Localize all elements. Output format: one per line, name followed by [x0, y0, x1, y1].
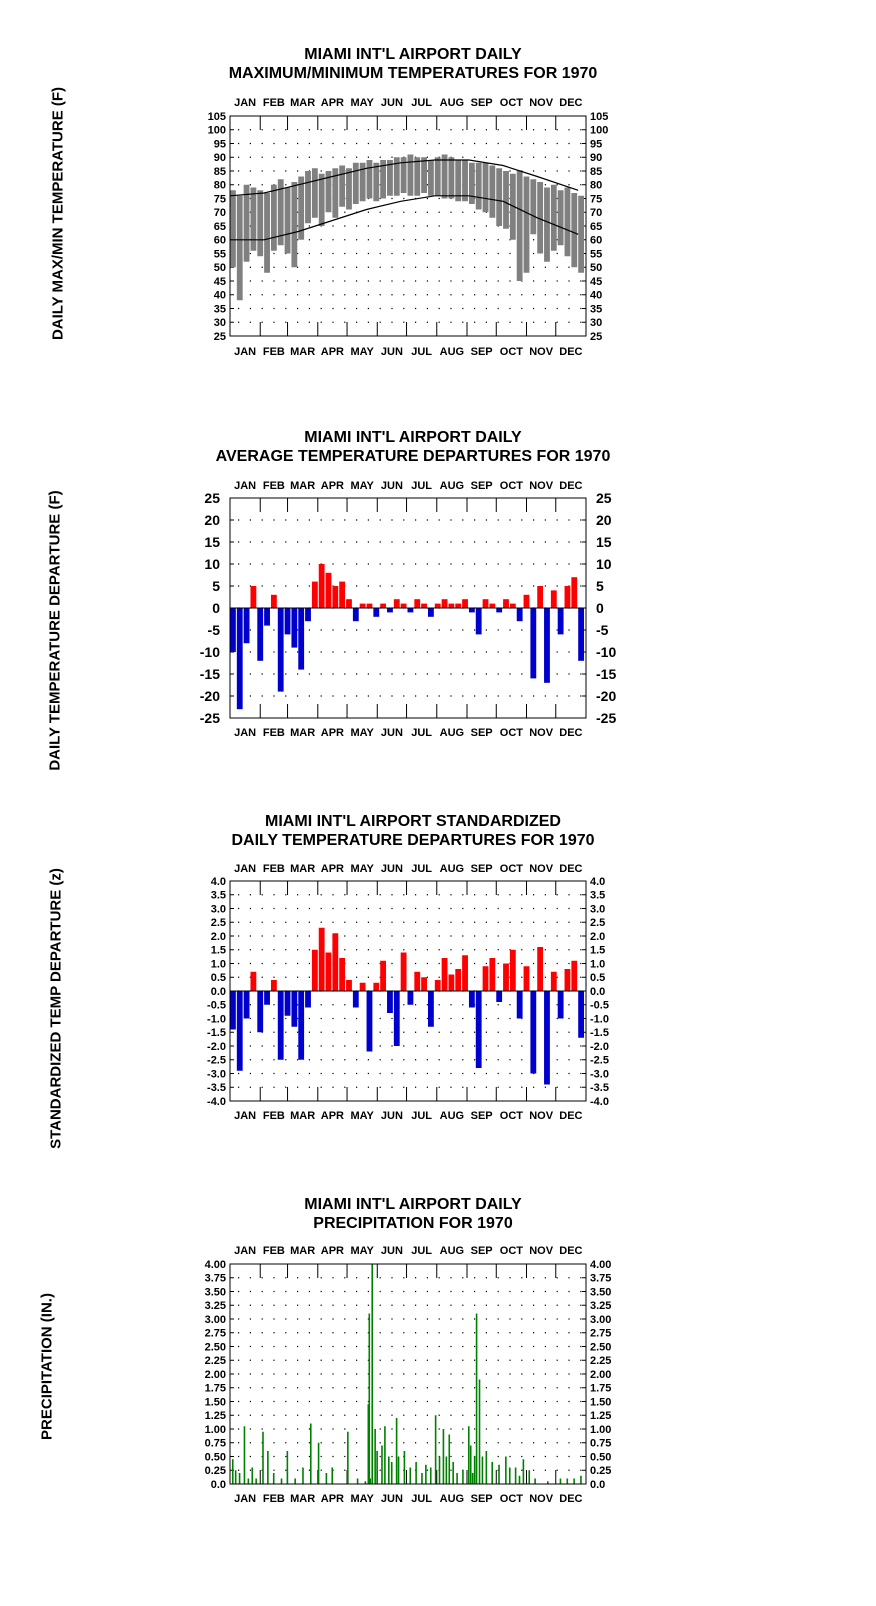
y-tick-label-left: -1.0 [207, 1013, 226, 1026]
y-tick-label-left: 0 [212, 600, 220, 617]
month-label-bottom: MAR [290, 727, 316, 739]
y-tick-label-left: 2.5 [210, 917, 226, 930]
y-axis-label: STANDARDIZED TEMP DEPARTURE (z) [47, 868, 65, 1149]
precip-bar [376, 1451, 378, 1484]
y-tick-label-left: 95 [213, 138, 226, 151]
precip-bar [396, 1418, 398, 1484]
month-label-bottom: AUG [439, 346, 465, 358]
precip-bar [281, 1479, 283, 1485]
month-label-top: JAN [234, 97, 257, 109]
month-label-top: JAN [234, 480, 257, 492]
month-label-bottom: MAY [350, 1110, 374, 1122]
month-label-top: OCT [499, 97, 524, 109]
y-tick-label-right: 100 [590, 124, 609, 137]
month-label-top: MAR [290, 97, 316, 109]
y-tick-label-left: 1.00 [204, 1423, 226, 1436]
y-tick-label-left: 2.0 [210, 930, 226, 943]
y-tick-label-right: 45 [590, 275, 603, 288]
month-label-top: SEP [470, 1245, 493, 1257]
y-tick-label-left: 3.75 [204, 1272, 226, 1285]
precip-bar [357, 1479, 359, 1485]
precip-bar [331, 1468, 333, 1485]
y-tick-label-left: 15 [204, 534, 220, 551]
month-label-bottom: MAR [290, 1110, 316, 1122]
y-tick-label-right: 80 [590, 179, 603, 192]
y-tick-label-right: 1.0 [590, 958, 606, 971]
y-tick-label-left: -4.0 [207, 1095, 226, 1108]
y-tick-label-right: 75 [590, 193, 603, 206]
y-tick-label-left: 3.5 [210, 889, 226, 902]
month-label-top: JUL [411, 480, 433, 492]
y-tick-label-right: 3.00 [590, 1313, 612, 1326]
y-tick-label-left: 90 [213, 152, 226, 165]
y-tick-label-right: -2.5 [590, 1054, 609, 1067]
month-label-bottom: NOV [529, 1110, 554, 1122]
precip-bar [384, 1426, 386, 1484]
y-tick-label-right: -5 [596, 622, 609, 639]
precip-bar [421, 1473, 423, 1484]
y-axis-label: PRECIPITATION (IN.) [38, 1293, 56, 1440]
month-label-top: JUL [411, 863, 433, 875]
y-tick-label-left: 25 [213, 330, 226, 343]
month-label-top: APR [320, 863, 345, 875]
precip-bar [415, 1462, 417, 1484]
precip-bar [566, 1479, 568, 1485]
month-label-top: MAY [350, 97, 374, 109]
y-tick-label-right: 1.5 [590, 944, 606, 957]
month-label-bottom: JUN [380, 346, 403, 358]
y-tick-label-right: 65 [590, 220, 603, 233]
y-tick-label-left: 3.50 [204, 1286, 226, 1299]
precip-bar [404, 1451, 406, 1484]
month-label-top: SEP [470, 97, 493, 109]
month-label-top: APR [320, 480, 345, 492]
y-tick-label-left: 2.75 [204, 1327, 226, 1340]
month-label-bottom: DEC [559, 1110, 583, 1122]
precip-bar [491, 1462, 493, 1484]
y-tick-label-left: 0.0 [210, 1478, 226, 1491]
precip-bar [369, 1479, 371, 1485]
y-tick-label-left: 45 [213, 275, 226, 288]
y-tick-label-left: 75 [213, 193, 226, 206]
y-tick-label-left: 55 [213, 248, 226, 261]
y-tick-label-left: 1.50 [204, 1396, 226, 1409]
month-label-top: JUL [411, 97, 433, 109]
month-label-top: SEP [470, 863, 493, 875]
month-label-bottom: JAN [234, 346, 257, 358]
precip-bar [509, 1468, 511, 1485]
y-tick-label-left: -0.5 [207, 999, 226, 1012]
month-label-bottom: JUN [380, 1110, 403, 1122]
title-line-2: PRECIPITATION FOR 1970 [313, 1215, 513, 1232]
month-label-bottom: DEC [559, 727, 583, 739]
y-tick-label-right: 5 [596, 578, 604, 595]
y-tick-label-right: -3.0 [590, 1068, 609, 1081]
y-tick-label-right: 3.50 [590, 1286, 612, 1299]
precip-bar [371, 1264, 373, 1484]
y-tick-label-left: 4.0 [210, 875, 226, 888]
month-label-bottom: MAY [350, 346, 374, 358]
y-tick-label-left: 1.0 [210, 958, 226, 971]
y-tick-label-right: -3.5 [590, 1082, 609, 1095]
precip-bar [273, 1473, 275, 1484]
title-line-1: MIAMI INT'L AIRPORT STANDARDIZED [265, 813, 561, 830]
y-tick-label-right: -4.0 [590, 1095, 609, 1108]
month-label-top: JUN [380, 1245, 403, 1257]
month-label-bottom: MAY [350, 727, 374, 739]
month-label-bottom: FEB [262, 346, 285, 358]
y-tick-label-right: 1.50 [590, 1396, 612, 1409]
precip-bar [443, 1429, 445, 1484]
y-tick-label-left: 5 [212, 578, 220, 595]
y-tick-label-right: 0.0 [590, 985, 606, 998]
title-line-2: MAXIMUM/MINIMUM TEMPERATURES FOR 1970 [228, 65, 598, 82]
precip-bar [287, 1451, 289, 1484]
precip-bar [425, 1465, 427, 1484]
precip-bar [462, 1470, 464, 1484]
y-tick-label-left: 0.0 [210, 985, 226, 998]
y-tick-label-left: -2.5 [207, 1054, 226, 1067]
y-tick-label-right: 20 [596, 512, 612, 529]
month-label-top: AUG [439, 97, 465, 109]
y-tick-label-right: -10 [596, 644, 617, 661]
precip-bar [347, 1432, 349, 1484]
y-tick-label-left: 4.00 [204, 1258, 226, 1271]
month-label-top: FEB [262, 480, 285, 492]
y-tick-label-right: 2.0 [590, 930, 606, 943]
month-label-top: JUL [411, 1245, 433, 1257]
precip-bar [388, 1457, 390, 1485]
precip-bar [239, 1473, 241, 1484]
month-label-top: JUN [380, 97, 403, 109]
month-label-top: OCT [499, 863, 524, 875]
y-tick-label-right: 0.0 [590, 1478, 606, 1491]
precip-bar [368, 1314, 370, 1485]
y-tick-label-right: -20 [596, 688, 617, 705]
month-label-top: APR [320, 1245, 345, 1257]
y-tick-label-right: 1.75 [590, 1382, 612, 1395]
precip-bar [251, 1468, 253, 1485]
precip-bar [476, 1314, 478, 1485]
month-label-top: JUN [380, 863, 403, 875]
precip-bar [409, 1468, 411, 1485]
y-tick-label-right: 85 [590, 165, 603, 178]
precip-bar [430, 1468, 432, 1485]
precip-bar [398, 1457, 400, 1485]
month-label-top: JAN [234, 1245, 257, 1257]
y-tick-label-right: 2.5 [590, 917, 606, 930]
month-label-top: DEC [559, 1245, 583, 1257]
y-tick-label-right: 105 [590, 110, 609, 123]
plot-frame [230, 1264, 586, 1484]
precip-bar [479, 1380, 481, 1485]
y-tick-label-right: -1.5 [590, 1027, 609, 1040]
y-tick-label-left: 3.00 [204, 1313, 226, 1326]
y-tick-label-right: 0.5 [590, 972, 606, 985]
precip-bar [255, 1479, 257, 1485]
y-tick-label-left: 105 [207, 110, 226, 123]
month-label-top: DEC [559, 480, 583, 492]
month-label-bottom: OCT [499, 1493, 524, 1505]
y-tick-label-right: 2.25 [590, 1355, 612, 1368]
precip-bar [326, 1473, 328, 1484]
title-line-2: AVERAGE TEMPERATURE DEPARTURES FOR 1970 [215, 448, 611, 465]
month-label-top: MAR [290, 863, 316, 875]
month-label-bottom: OCT [499, 727, 524, 739]
y-tick-label-right: 3.25 [590, 1300, 612, 1313]
precip-bar [519, 1476, 521, 1484]
month-label-bottom: NOV [529, 1493, 554, 1505]
y-tick-label-right: 25 [596, 490, 612, 507]
month-label-top: DEC [559, 97, 583, 109]
precip-bar [534, 1479, 536, 1485]
y-tick-label-left: 3.25 [204, 1300, 226, 1313]
precip-bar [452, 1462, 454, 1484]
month-label-bottom: MAR [290, 346, 316, 358]
precip-bar [486, 1451, 488, 1484]
y-tick-label-left: 30 [213, 317, 226, 330]
month-label-top: NOV [529, 480, 554, 492]
precip-bar [523, 1459, 525, 1484]
y-tick-label-right: -0.5 [590, 999, 609, 1012]
precip-bar [515, 1468, 517, 1485]
y-tick-label-right: 3.0 [590, 903, 606, 916]
y-tick-label-left: 25 [204, 490, 220, 507]
y-tick-label-right: 70 [590, 207, 603, 220]
precip-bar [244, 1426, 246, 1484]
month-label-bottom: NOV [529, 727, 554, 739]
month-label-bottom: FEB [262, 1110, 285, 1122]
y-tick-label-right: 30 [590, 317, 603, 330]
precip-bar [439, 1457, 441, 1485]
month-label-bottom: DEC [559, 1493, 583, 1505]
precip-bar [470, 1446, 472, 1485]
y-tick-label-left: 0.75 [204, 1437, 226, 1450]
y-tick-label-left: 40 [213, 289, 226, 302]
month-label-bottom: SEP [470, 727, 493, 739]
month-label-bottom: AUG [439, 1493, 465, 1505]
month-label-bottom: DEC [559, 346, 583, 358]
y-tick-label-right: 2.00 [590, 1368, 612, 1381]
month-label-top: FEB [262, 1245, 285, 1257]
y-tick-label-right: -25 [596, 710, 617, 727]
y-tick-label-right: 90 [590, 152, 603, 165]
month-label-top: AUG [439, 863, 465, 875]
month-label-bottom: JAN [234, 1110, 257, 1122]
precip-bar [374, 1429, 376, 1484]
y-tick-label-right: -15 [596, 666, 617, 683]
y-tick-label-left: 10 [204, 556, 220, 573]
y-tick-label-right: 1.00 [590, 1423, 612, 1436]
y-tick-label-left: 2.50 [204, 1341, 226, 1354]
y-tick-label-left: 35 [213, 303, 226, 316]
y-tick-label-right: 10 [596, 556, 612, 573]
y-tick-label-right: 60 [590, 234, 603, 247]
month-label-bottom: OCT [499, 346, 524, 358]
precip-bar [573, 1479, 575, 1485]
month-label-top: AUG [439, 480, 465, 492]
y-tick-label-right: -2.0 [590, 1040, 609, 1053]
month-label-bottom: MAR [290, 1493, 316, 1505]
month-label-top: OCT [499, 1245, 524, 1257]
y-tick-label-left: -15 [199, 666, 220, 683]
y-tick-label-left: -3.0 [207, 1068, 226, 1081]
precip-bar [448, 1435, 450, 1485]
y-tick-label-left: 2.25 [204, 1355, 226, 1368]
precip-bar [294, 1479, 296, 1485]
y-tick-label-right: 0.50 [590, 1451, 612, 1464]
y-tick-label-left: 50 [213, 262, 226, 275]
y-tick-label-right: 1.25 [590, 1410, 612, 1423]
title-line-1: MIAMI INT'L AIRPORT DAILY [304, 46, 522, 63]
precip-bar [302, 1468, 304, 1485]
month-label-bottom: JUL [411, 1110, 433, 1122]
y-tick-label-right: 3.5 [590, 889, 606, 902]
precip-bar [528, 1470, 530, 1484]
month-label-bottom: MAY [350, 1493, 374, 1505]
precip-bar [381, 1446, 383, 1485]
y-tick-label-left: -10 [199, 644, 220, 661]
month-label-top: NOV [529, 863, 554, 875]
y-tick-label-right: 2.50 [590, 1341, 612, 1354]
y-tick-label-left: -25 [199, 710, 220, 727]
month-label-top: AUG [439, 1245, 465, 1257]
month-label-top: JUN [380, 480, 403, 492]
precip-bar [580, 1476, 582, 1484]
month-label-bottom: AUG [439, 1110, 465, 1122]
month-label-top: SEP [470, 480, 493, 492]
y-tick-label-right: 3.75 [590, 1272, 612, 1285]
y-tick-label-right: 0.25 [590, 1465, 612, 1478]
y-tick-label-right: 50 [590, 262, 603, 275]
precip-bar [232, 1459, 234, 1484]
month-label-bottom: OCT [499, 1110, 524, 1122]
y-tick-label-left: 3.0 [210, 903, 226, 916]
y-tick-label-left: 70 [213, 207, 226, 220]
month-label-bottom: FEB [262, 1493, 285, 1505]
y-tick-label-right: 55 [590, 248, 603, 261]
month-label-bottom: SEP [470, 1110, 493, 1122]
y-tick-label-left: -1.5 [207, 1027, 226, 1040]
precip-bar [318, 1443, 320, 1484]
month-label-top: APR [320, 97, 345, 109]
y-axis-label: DAILY MAX/MIN TEMPERATURE (F) [49, 86, 67, 341]
precip-bar [235, 1470, 237, 1484]
y-tick-label-left: 1.5 [210, 944, 226, 957]
precip-bar [560, 1479, 562, 1485]
month-label-top: MAY [350, 863, 374, 875]
month-label-bottom: APR [320, 1493, 345, 1505]
y-tick-label-right: 4.0 [590, 875, 606, 888]
precip-bar [391, 1462, 393, 1484]
y-tick-label-right: 40 [590, 289, 603, 302]
month-label-bottom: JUL [411, 727, 433, 739]
y-tick-label-left: 100 [207, 124, 226, 137]
y-tick-label-right: 4.00 [590, 1258, 612, 1271]
month-label-top: NOV [529, 1245, 554, 1257]
y-tick-label-left: 0.25 [204, 1465, 226, 1478]
precip-bar [267, 1451, 269, 1484]
title-line-1: MIAMI INT'L AIRPORT DAILY [304, 429, 522, 446]
y-tick-label-right: 35 [590, 303, 603, 316]
y-tick-label-left: -20 [199, 688, 220, 705]
y-tick-label-left: 0.5 [210, 972, 226, 985]
precip-bar [472, 1473, 474, 1484]
y-tick-label-left: -2.0 [207, 1040, 226, 1053]
month-label-bottom: APR [320, 727, 345, 739]
month-label-bottom: NOV [529, 346, 554, 358]
month-label-top: DEC [559, 863, 583, 875]
precip-bar [248, 1479, 250, 1485]
month-label-top: MAR [290, 1245, 316, 1257]
month-label-bottom: JUL [411, 1493, 433, 1505]
y-tick-label-left: 65 [213, 220, 226, 233]
month-label-bottom: FEB [262, 727, 285, 739]
y-tick-label-left: 85 [213, 165, 226, 178]
month-label-top: MAY [350, 480, 374, 492]
month-label-top: FEB [262, 863, 285, 875]
y-tick-label-left: 80 [213, 179, 226, 192]
precip-bar [468, 1426, 470, 1484]
y-tick-label-right: 0 [596, 600, 604, 617]
y-tick-label-left: 1.25 [204, 1410, 226, 1423]
y-tick-label-right: -1.0 [590, 1013, 609, 1026]
precip-bar [435, 1415, 437, 1484]
precip-bar [446, 1457, 448, 1485]
precip-bar [498, 1465, 500, 1484]
y-tick-label-right: 15 [596, 534, 612, 551]
precip-bar [262, 1432, 264, 1484]
month-label-bottom: JAN [234, 727, 257, 739]
y-axis-label: DAILY TEMPERATURE DEPARTURE (F) [46, 490, 64, 771]
month-label-bottom: SEP [470, 1493, 493, 1505]
month-label-top: OCT [499, 480, 524, 492]
month-label-bottom: JUN [380, 727, 403, 739]
month-label-bottom: SEP [470, 346, 493, 358]
month-label-top: MAY [350, 1245, 374, 1257]
month-label-bottom: AUG [439, 727, 465, 739]
month-label-top: MAR [290, 480, 316, 492]
y-tick-label-right: 25 [590, 330, 603, 343]
precip-bar [310, 1424, 312, 1485]
y-tick-label-left: 20 [204, 512, 220, 529]
y-tick-label-right: 95 [590, 138, 603, 151]
precip-bar [482, 1457, 484, 1485]
month-label-bottom: JUN [380, 1493, 403, 1505]
month-label-top: JAN [234, 863, 257, 875]
precip-bar [456, 1473, 458, 1484]
y-tick-label-right: 0.75 [590, 1437, 612, 1450]
y-tick-label-right: 2.75 [590, 1327, 612, 1340]
title-line-2: DAILY TEMPERATURE DEPARTURES FOR 1970 [231, 832, 595, 849]
title-line-1: MIAMI INT'L AIRPORT DAILY [304, 1196, 522, 1213]
precip-bar [474, 1457, 476, 1485]
y-tick-label-left: 2.00 [204, 1368, 226, 1381]
y-tick-label-left: 1.75 [204, 1382, 226, 1395]
month-label-bottom: APR [320, 346, 345, 358]
y-tick-label-left: 0.50 [204, 1451, 226, 1464]
month-label-top: NOV [529, 97, 554, 109]
y-tick-label-left: -3.5 [207, 1082, 226, 1095]
month-label-bottom: APR [320, 1110, 345, 1122]
month-label-bottom: JUL [411, 346, 433, 358]
y-tick-label-left: -5 [207, 622, 220, 639]
precip-bar [505, 1457, 507, 1485]
month-label-top: FEB [262, 97, 285, 109]
y-tick-label-left: 60 [213, 234, 226, 247]
month-label-bottom: JAN [234, 1493, 257, 1505]
